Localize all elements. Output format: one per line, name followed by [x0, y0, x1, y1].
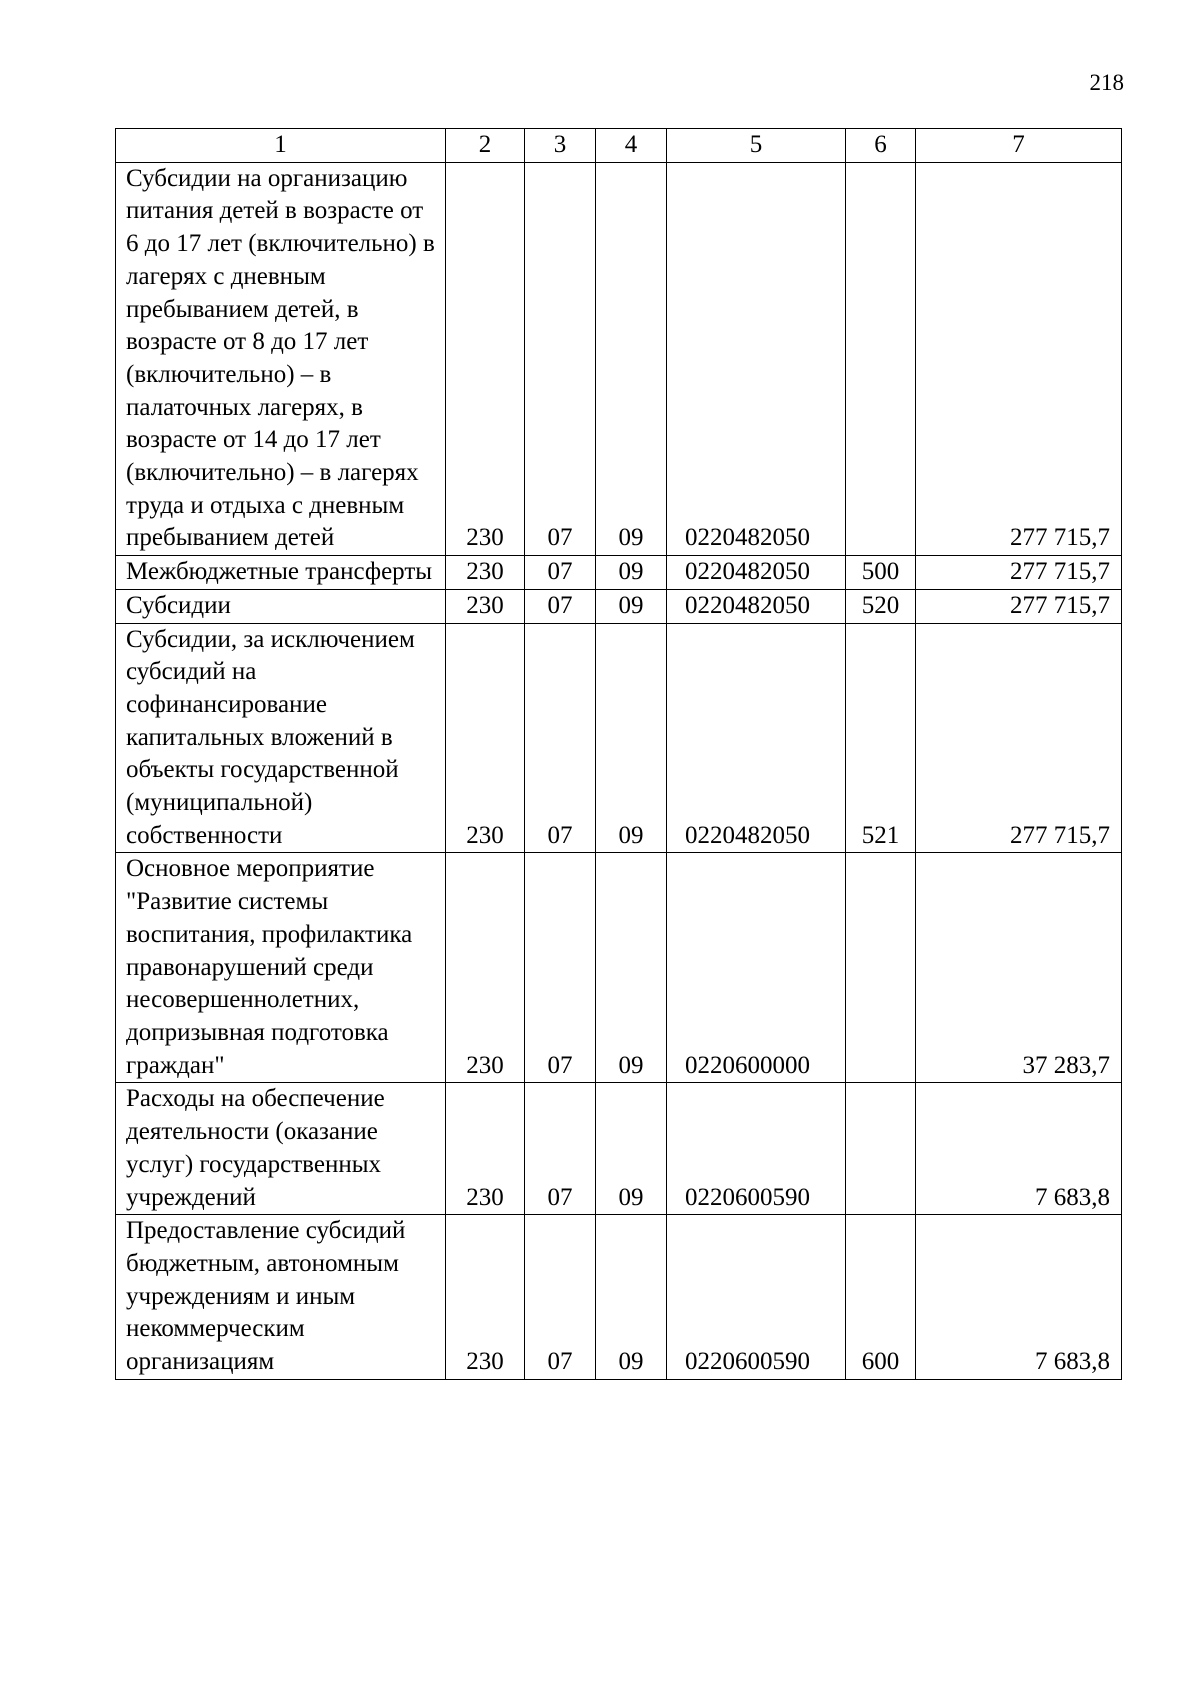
- column-header-3: 3: [525, 129, 596, 163]
- row-name: Основное мероприятие "Развитие системы воспитания, профилактика правонарушений среди несовершеннолетних, допризывная подготовка граждан": [116, 853, 446, 1083]
- table-row: [116, 1215, 1122, 1380]
- budget-table: [115, 128, 1122, 1380]
- expense-type-code: [846, 1083, 916, 1215]
- target-article-code: 0220482050: [667, 589, 846, 623]
- section-code: 07: [525, 556, 596, 590]
- table-row: [116, 853, 1122, 1083]
- grbs-code: 230: [446, 853, 525, 1083]
- expense-type-code: 600: [846, 1215, 916, 1380]
- expense-type-code: 500: [846, 556, 916, 590]
- amount: 277 715,7: [916, 589, 1122, 623]
- subsection-code: 09: [596, 1215, 667, 1380]
- column-header-5: 5: [667, 129, 846, 163]
- column-header-1: 1: [116, 129, 446, 163]
- expense-type-code: 521: [846, 623, 916, 853]
- expense-type-code: 520: [846, 589, 916, 623]
- grbs-code: 230: [446, 1083, 525, 1215]
- table-row: [116, 162, 1122, 555]
- column-header-4: 4: [596, 129, 667, 163]
- target-article-code: 0220600590: [667, 1215, 846, 1380]
- section-code: 07: [525, 589, 596, 623]
- table-row: [116, 623, 1122, 853]
- subsection-code: 09: [596, 556, 667, 590]
- grbs-code: 230: [446, 556, 525, 590]
- column-header-7: 7: [916, 129, 1122, 163]
- section-code: 07: [525, 1083, 596, 1215]
- column-header-2: 2: [446, 129, 525, 163]
- grbs-code: 230: [446, 162, 525, 555]
- subsection-code: 09: [596, 623, 667, 853]
- row-name: Расходы на обеспечение деятельности (оказание услуг) государственных учреждений: [116, 1083, 446, 1215]
- target-article-code: 0220482050: [667, 162, 846, 555]
- subsection-code: 09: [596, 853, 667, 1083]
- table-row: [116, 556, 1122, 590]
- row-name: Субсидии, за исключением субсидий на софинансирование капитальных вложений в объекты государственной (муниципальной) собственности: [116, 623, 446, 853]
- row-name: Предоставление субсидий бюджетным, автономным учреждениям и иным некоммерческим организациям: [116, 1215, 446, 1380]
- row-name: Субсидии на организацию питания детей в возрасте от 6 до 17 лет (включительно) в лагерях с дневным пребыванием детей, в возрасте от 8 до 17 лет (включительно) – в палаточных лагерях, в возрасте от 14 до 17 лет (включительно) – в лагерях труда и отдыха с дневным пребыванием детей: [116, 162, 446, 555]
- amount: 277 715,7: [916, 162, 1122, 555]
- amount: 37 283,7: [916, 853, 1122, 1083]
- target-article-code: 0220600000: [667, 853, 846, 1083]
- amount: 277 715,7: [916, 556, 1122, 590]
- subsection-code: 09: [596, 162, 667, 555]
- column-header-6: 6: [846, 129, 916, 163]
- amount: 277 715,7: [916, 623, 1122, 853]
- section-code: 07: [525, 1215, 596, 1380]
- grbs-code: 230: [446, 589, 525, 623]
- grbs-code: 230: [446, 623, 525, 853]
- row-name: Субсидии: [116, 589, 446, 623]
- table-row: [116, 1083, 1122, 1215]
- table-header-row: [116, 129, 1122, 163]
- target-article-code: 0220482050: [667, 623, 846, 853]
- page-number: 218: [1089, 70, 1124, 95]
- table-row: [116, 589, 1122, 623]
- expense-type-code: [846, 162, 916, 555]
- expense-type-code: [846, 853, 916, 1083]
- row-name: Межбюджетные трансферты: [116, 556, 446, 590]
- section-code: 07: [525, 162, 596, 555]
- subsection-code: 09: [596, 1083, 667, 1215]
- grbs-code: 230: [446, 1215, 525, 1380]
- target-article-code: 0220600590: [667, 1083, 846, 1215]
- amount: 7 683,8: [916, 1215, 1122, 1380]
- section-code: 07: [525, 853, 596, 1083]
- subsection-code: 09: [596, 589, 667, 623]
- target-article-code: 0220482050: [667, 556, 846, 590]
- section-code: 07: [525, 623, 596, 853]
- amount: 7 683,8: [916, 1083, 1122, 1215]
